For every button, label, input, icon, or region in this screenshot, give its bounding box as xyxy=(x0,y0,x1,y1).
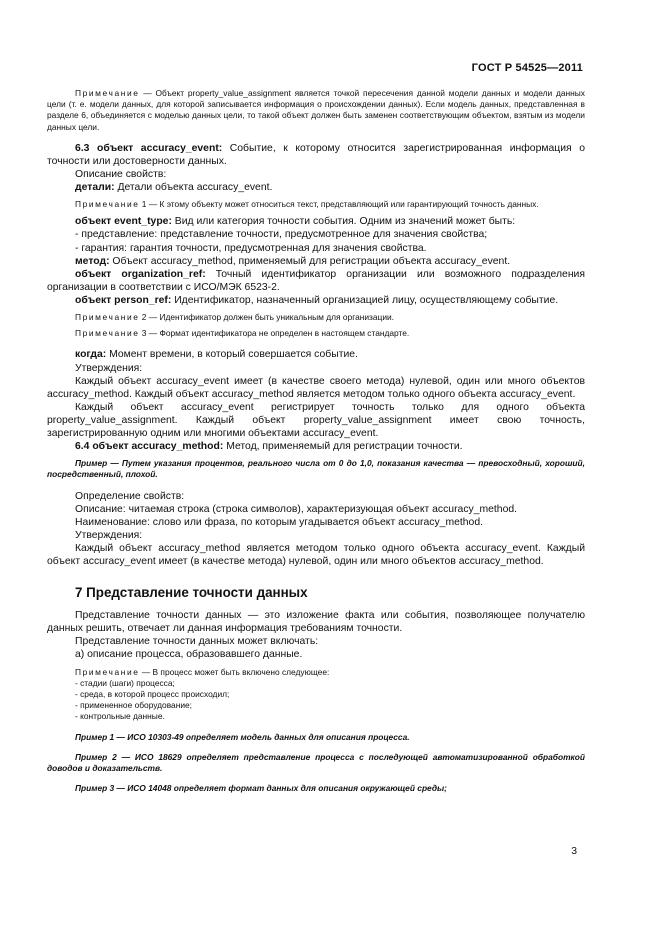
s63-note3 xyxy=(47,328,585,339)
s63-note1 xyxy=(47,199,585,210)
note-label: Примечание xyxy=(75,199,140,210)
s7-paragraph-1: Представление точности данных — это изложение факта или события, позволяющее получателю данных решить, отвечает ли данная информация требованиям точности. xyxy=(47,610,585,635)
term: объект person_ref: xyxy=(75,294,172,306)
note-text: 1 — К этому объекту может относиться текст, представляющий или гарантирующий точность данных. xyxy=(139,199,539,210)
s64-assert-head: Утверждения: xyxy=(75,529,143,541)
s63-person xyxy=(47,294,585,307)
term: когда: xyxy=(75,349,107,361)
s63-props-head: Описание свойств: xyxy=(75,169,167,180)
s7-paragraph-2: Представление точности данных может включать: xyxy=(75,636,319,648)
s64-example: Пример — Путем указания процентов, реального числа от 0 до 1,0, показания качества — превосходный, хороший, посредственный, плохой. xyxy=(47,458,585,480)
s63-method xyxy=(47,255,585,268)
s64-assert: Каждый объект accuracy_method является методом только одного объекта accuracy_event. Каждый объект accuracy_event имеет (в качестве метода) нулевой, один или много объектов accuracy_method. xyxy=(47,542,585,568)
term-text: Точный идентификатор организации или возможного подразделения организации в соответствии с ИСО/МЭК 6523-2. xyxy=(47,268,585,293)
section-7-title: 7 Представление точности данных xyxy=(75,585,308,601)
s63-when xyxy=(47,348,585,361)
s63-definition xyxy=(47,142,585,168)
s7-example-1: Пример 1 — ИСО 10303-49 определяет модель данных для описания процесса. xyxy=(75,731,410,742)
term: детали: xyxy=(75,182,115,194)
s63-note2 xyxy=(47,312,585,323)
s64-heading: 6.4 объект accuracy_method: xyxy=(75,441,224,453)
s64-name: Наименование: слово или фраза, по которым угадывается объект accuracy_method. xyxy=(75,516,483,528)
list-item: - гарантия: гарантия точности, предусмотренная для значения свойства. xyxy=(75,242,427,254)
term-text: Идентификатор, назначенный организацией лицу, осуществляющему событие. xyxy=(171,294,559,306)
s64-props-head: Определение свойств: xyxy=(75,490,185,502)
list-item: - примененное оборудование; xyxy=(75,700,193,711)
note-label: Примечание xyxy=(75,328,140,339)
list-item: - стадии (шаги) процесса; xyxy=(75,677,175,688)
s64-text: Метод, применяемый для регистрации точности. xyxy=(223,441,463,453)
s63-assert2: Каждый объект accuracy_event регистрирует точность только для одного объекта property_value_assignment. Каждый объект property_value_assignment имеет свою точность, зарегистрированную одним или многими объектами accuracy_event. xyxy=(47,401,585,440)
term-text: Детали объекта accuracy_event. xyxy=(114,182,273,194)
term: объект organization_ref: xyxy=(75,268,206,280)
note-label: Примечание xyxy=(75,88,140,98)
term-text: Вид или категория точности события. Одним из значений может быть: xyxy=(171,216,516,228)
s63-heading: 6.3 объект accuracy_event: xyxy=(75,142,223,154)
note-property-value xyxy=(47,88,585,133)
note-text: — Объект property_value_assignment является точкой пересечения данной модели данных и модели данных цели (т. е. модели данных, для которой записывается информация о происхождении данных). Если модель данных, представленная в разделе 6, объединяется с моделью данных цели, то такой объект должен быть заменен соответствующим объектом, взятым из модели данных цели. xyxy=(47,88,585,132)
s64-description: Описание: читаемая строка (строка символов), характеризующая объект accuracy_method. xyxy=(75,503,518,515)
list-item: - среда, в которой процесс происходил; xyxy=(75,688,230,699)
page-number: 3 xyxy=(571,846,577,857)
s7-note xyxy=(47,667,585,678)
s63-assert-head: Утверждения: xyxy=(75,362,143,374)
s63-text: Событие, к которому относится зарегистрированная информация о точности или достоверности данных. xyxy=(47,142,585,167)
note-text: 3 — Формат идентификатора не определен в настоящем стандарте. xyxy=(139,328,410,339)
s7-example-3: Пример 3 — ИСО 14048 определяет формат данных для описания окружающей среды; xyxy=(75,783,447,794)
note-label: Примечание xyxy=(75,666,140,677)
term-text: Объект accuracy_method, применяемый для регистрации объекта accuracy_event. xyxy=(109,255,511,267)
term-text: Момент времени, в который совершается событие. xyxy=(106,349,358,361)
page-header: ГОСТ Р 54525—2011 xyxy=(471,62,583,74)
s7-paragraph-3: а) описание процесса, образовавшего данные. xyxy=(75,649,303,661)
note-label: Примечание xyxy=(75,312,140,323)
s63-details xyxy=(47,181,585,194)
list-item: - контрольные данные. xyxy=(75,711,165,722)
note-text: 2 — Идентификатор должен быть уникальным для организации. xyxy=(139,312,395,323)
s63-assert1: Каждый объект accuracy_event имеет (в качестве своего метода) нулевой, один или много объектов accuracy_method. Каждый объект accuracy_method является методом только одного объекта accuracy_event. xyxy=(47,375,585,400)
s64-definition xyxy=(47,440,585,453)
list-item: - представление: представление точности, предусмотренное для значения свойства; xyxy=(75,229,488,241)
s63-organization xyxy=(47,268,585,294)
note-text: — В процесс может быть включено следующее: xyxy=(139,666,330,677)
s7-example-2: Пример 2 — ИСО 18629 определяет представление процесса с последующей автоматизированной обработкой доводов и доказательств. xyxy=(47,751,585,773)
page-content xyxy=(47,88,585,794)
s63-event-type xyxy=(47,215,585,228)
term: объект event_type: xyxy=(75,216,172,228)
term: метод: xyxy=(75,255,110,267)
